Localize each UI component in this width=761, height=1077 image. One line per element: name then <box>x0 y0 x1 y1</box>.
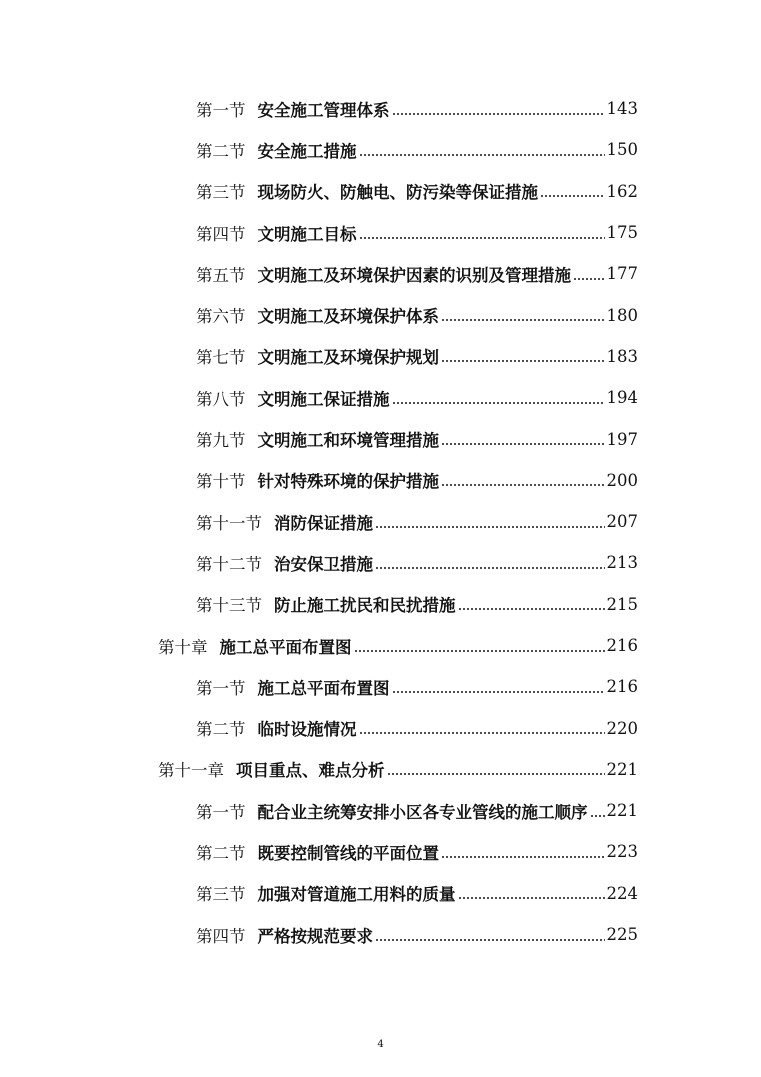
toc-entry-label: 第二节 <box>196 720 246 740</box>
toc-entry-title: 加强对管道施工用料的质量 <box>257 885 456 905</box>
toc-section-entry[interactable] <box>0 171 638 212</box>
dot-leader <box>359 147 605 164</box>
toc-section-entry[interactable] <box>0 129 638 170</box>
page-number: 4 <box>377 1039 384 1050</box>
toc-entry-page: 220 <box>606 718 638 738</box>
toc-entry-page: 216 <box>606 677 638 697</box>
dot-leader <box>573 271 605 288</box>
toc-entry-label: 第六节 <box>196 307 246 327</box>
toc-entry-page: 223 <box>606 842 638 862</box>
toc-section-entry[interactable] <box>0 212 638 253</box>
toc-entry-title: 防止施工扰民和民扰措施 <box>274 596 456 616</box>
toc-section-entry[interactable] <box>0 377 638 418</box>
toc-entry-page: 213 <box>606 553 638 573</box>
dot-leader <box>392 105 605 122</box>
toc-entry-title: 既要控制管线的平面位置 <box>257 843 439 863</box>
dot-leader <box>359 725 605 742</box>
dot-leader <box>458 890 605 907</box>
toc-section-entry[interactable] <box>0 336 638 377</box>
dot-leader <box>441 477 605 494</box>
toc-section-entry[interactable] <box>0 584 638 625</box>
dot-leader <box>375 560 605 577</box>
toc-section-entry[interactable] <box>0 501 638 542</box>
toc-section-entry[interactable] <box>0 460 638 501</box>
toc-entry-page: 216 <box>606 636 638 655</box>
toc-entry-title: 文明施工目标 <box>257 224 357 244</box>
toc-entry-label: 第五节 <box>196 265 246 285</box>
toc-entry-page: 175 <box>606 223 638 243</box>
dot-leader <box>590 807 605 824</box>
toc-section-entry[interactable] <box>0 542 638 583</box>
dot-leader <box>540 188 605 205</box>
toc-entry-page: 162 <box>606 181 638 201</box>
toc-entry-label: 第一节 <box>196 678 246 698</box>
toc-section-entry[interactable] <box>0 418 638 459</box>
toc-section-entry[interactable] <box>0 253 638 294</box>
toc-entry-label: 第七节 <box>196 348 246 368</box>
toc-entry-label: 第十一节 <box>196 513 262 533</box>
toc-entry-label: 第八节 <box>196 389 246 409</box>
toc-entry-page: 225 <box>606 925 638 945</box>
toc-entry-label: 第十章 <box>158 637 208 657</box>
toc-entry-page: 177 <box>606 264 638 284</box>
toc-entry-title: 临时设施情况 <box>257 720 357 740</box>
dot-leader <box>375 518 605 535</box>
toc-entry-label: 第一节 <box>196 802 246 822</box>
dot-leader <box>441 312 605 329</box>
toc-entry-title: 安全施工管理体系 <box>257 100 390 120</box>
toc-entry-title: 安全施工措施 <box>257 141 357 161</box>
toc-entry-page: 197 <box>606 429 638 449</box>
toc-entry-title: 文明施工及环境保护规划 <box>257 348 439 368</box>
dot-leader <box>458 601 605 618</box>
dot-leader <box>359 229 605 246</box>
toc-entry-title: 治安保卫措施 <box>274 554 373 574</box>
toc-entry-title: 项目重点、难点分析 <box>236 761 385 781</box>
dot-leader <box>392 684 605 701</box>
toc-entry-label: 第十一章 <box>158 761 224 781</box>
toc-entry-label: 第四节 <box>196 926 246 946</box>
toc-entry-page: 150 <box>606 140 638 160</box>
toc-section-entry[interactable] <box>0 294 638 335</box>
toc-entry-label: 第十三节 <box>196 596 262 616</box>
toc-entry-title: 施工总平面布置图 <box>257 678 390 698</box>
toc-entry-label: 第三节 <box>196 183 246 203</box>
toc-section-entry[interactable] <box>0 707 638 748</box>
dot-leader <box>387 766 605 783</box>
toc-entry-title: 文明施工和环境管理措施 <box>257 431 439 451</box>
toc-section-entry[interactable] <box>0 666 638 707</box>
toc-entry-label: 第三节 <box>196 885 246 905</box>
dot-leader <box>441 353 605 370</box>
toc-chapter-entry[interactable] <box>0 749 638 790</box>
table-of-contents <box>0 88 761 955</box>
toc-entry-page: 221 <box>606 759 638 779</box>
toc-entry-label: 第九节 <box>196 431 246 451</box>
toc-entry-page: 180 <box>606 305 638 325</box>
toc-entry-title: 文明施工保证措施 <box>257 389 390 409</box>
toc-section-entry[interactable] <box>0 790 638 831</box>
toc-entry-label: 第十二节 <box>196 554 262 574</box>
toc-entry-title: 针对特殊环境的保护措施 <box>257 472 439 492</box>
dot-leader <box>375 931 605 948</box>
dot-leader <box>441 849 605 866</box>
toc-entry-title: 配合业主统筹安排小区各专业管线的施工顺序 <box>257 802 588 822</box>
toc-entry-label: 第四节 <box>196 224 246 244</box>
toc-entry-page: 200 <box>606 470 638 490</box>
toc-entry-page: 215 <box>606 594 638 614</box>
toc-section-entry[interactable] <box>0 914 638 955</box>
toc-entry-title: 施工总平面布置图 <box>219 637 352 657</box>
dot-leader <box>392 394 605 411</box>
toc-entry-page: 224 <box>606 883 638 903</box>
toc-entry-page: 143 <box>606 99 638 119</box>
dot-leader <box>354 642 605 659</box>
toc-entry-title: 文明施工及环境保护因素的识别及管理措施 <box>257 265 571 285</box>
toc-entry-page: 183 <box>606 346 638 366</box>
toc-entry-page: 207 <box>606 512 638 532</box>
toc-entry-label: 第二节 <box>196 141 246 161</box>
toc-entry-page: 194 <box>606 388 638 408</box>
toc-entry-title: 文明施工及环境保护体系 <box>257 307 439 327</box>
toc-section-entry[interactable] <box>0 873 638 914</box>
toc-chapter-entry[interactable] <box>0 625 638 666</box>
toc-entry-title: 消防保证措施 <box>274 513 373 533</box>
dot-leader <box>441 436 605 453</box>
toc-entry-title: 严格按规范要求 <box>257 926 373 946</box>
toc-entry-label: 第二节 <box>196 843 246 863</box>
toc-section-entry[interactable] <box>0 831 638 872</box>
toc-entry-title: 现场防火、防触电、防污染等保证措施 <box>257 183 538 203</box>
toc-entry-page: 221 <box>606 801 638 821</box>
toc-entry-label: 第一节 <box>196 100 246 120</box>
toc-section-entry[interactable] <box>0 88 638 129</box>
toc-entry-label: 第十节 <box>196 472 246 492</box>
